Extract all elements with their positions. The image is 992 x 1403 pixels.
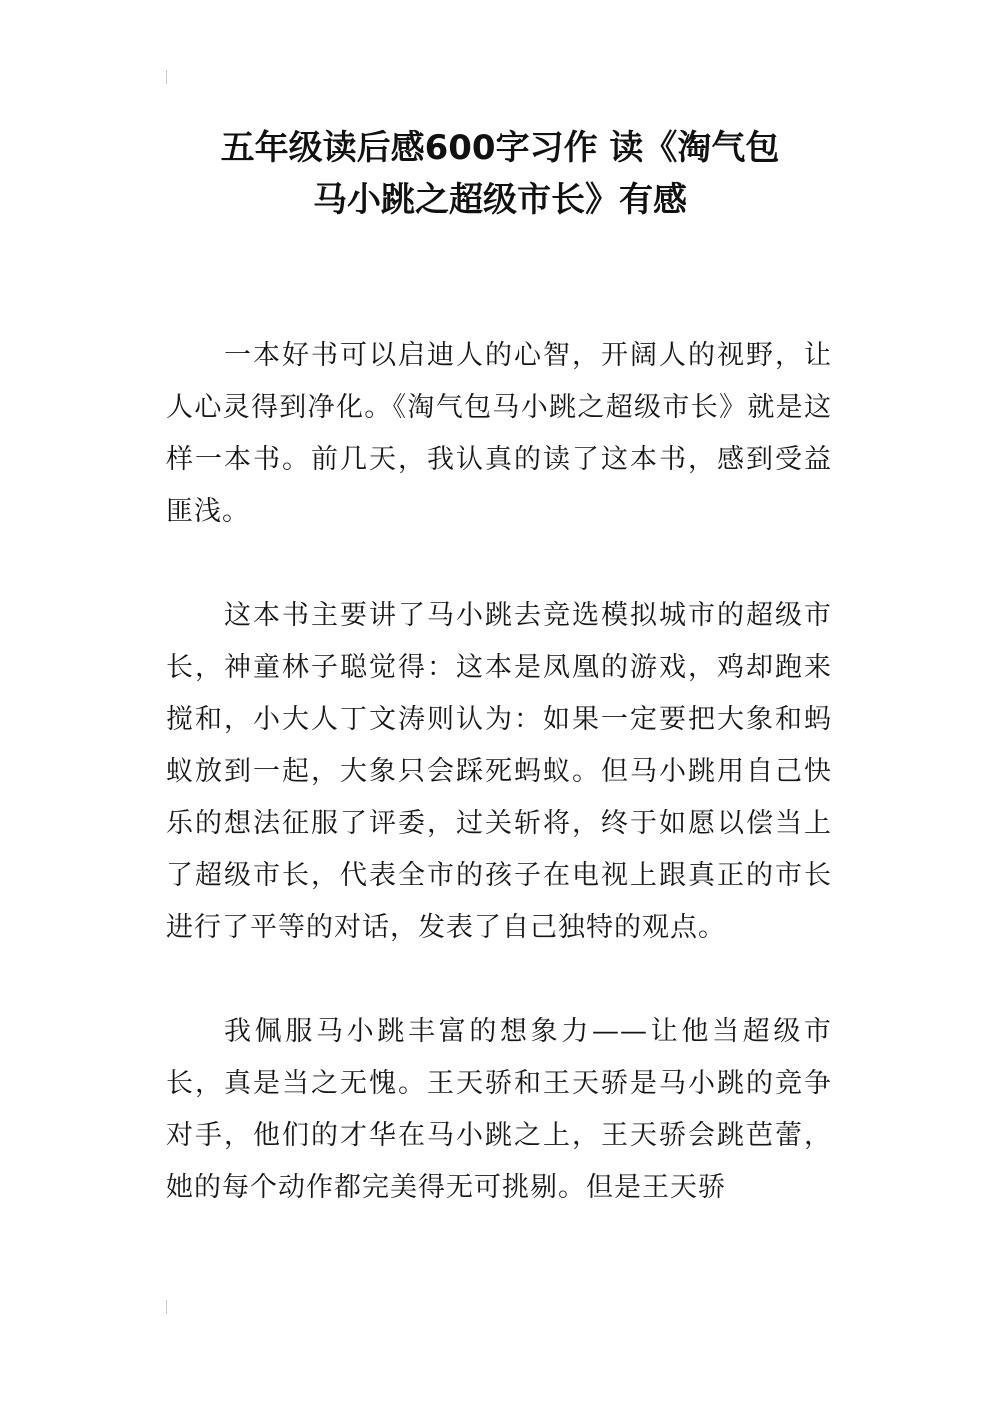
paragraph-3: 我佩服马小跳丰富的想象力——让他当超级市长，真是当之无愧。王天骄和王天骄是马小跳的竞争对手，他们的才华在马小跳之上，王天骄会跳芭蕾，她的每个动作都完美得无可挑剔。但是王天骄 (166, 1016, 832, 1203)
document-title (150, 122, 850, 226)
bottom-margin-mark (166, 1300, 167, 1314)
title-line-1: 五年级读后感600字习作 读《淘气包 (220, 128, 780, 168)
title-line-2: 马小跳之超级市长》有感 (313, 180, 687, 220)
paragraph-2: 这本书主要讲了马小跳去竞选模拟城市的超级市长，神童林子聪觉得：这本是凤凰的游戏，鸡却跑来搅和，小大人丁文涛则认为：如果一定要把大象和蚂蚁放到一起，大象只会踩死蚂蚁。但马小跳用自己快乐的想法征服了评委，过关斩将，终于如愿以偿当上了超级市长，代表全市的孩子在电视上跟真正的市长进行了平等的对话，发表了自己独特的观点。 (166, 600, 832, 943)
document-body (166, 330, 832, 1266)
paragraph-1: 一本好书可以启迪人的心智，开阔人的视野，让人心灵得到净化。《淘气包马小跳之超级市长》就是这样一本书。前几天，我认真的读了这本书，感到受益匪浅。 (166, 340, 832, 527)
top-margin-mark (166, 70, 167, 84)
